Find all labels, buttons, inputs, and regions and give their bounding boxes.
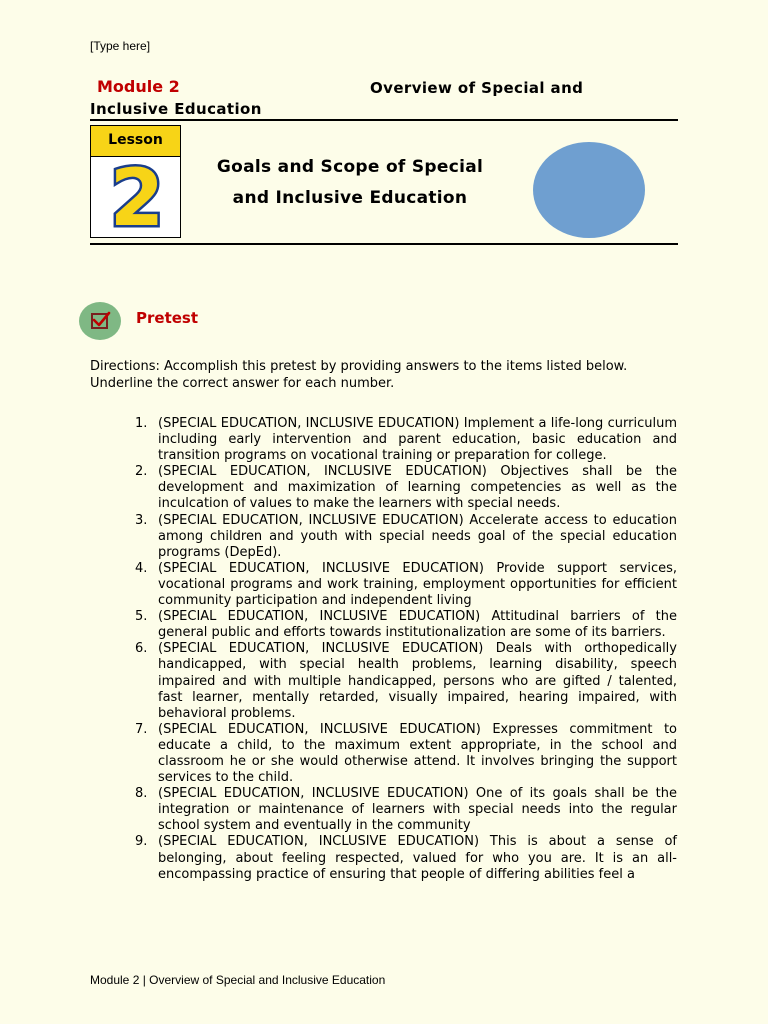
lesson-title: [190, 152, 510, 214]
lesson-number-graphic: [101, 159, 173, 233]
item-text: (SPECIAL EDUCATION, INCLUSIVE EDUCATION) Objectives shall be the development and maximization of learning competencies as well as the inculcation of values to make the learners with special needs.: [158, 464, 677, 512]
item-number: 5.: [135, 609, 148, 625]
pretest-items: [135, 416, 677, 883]
item-number: 4.: [135, 560, 148, 576]
pretest-item: [135, 786, 677, 834]
lesson-tab-label: Lesson: [91, 126, 180, 157]
lesson-title-line2: and Inclusive Education: [232, 188, 468, 208]
pretest-item: [135, 416, 677, 464]
item-number: 1.: [135, 416, 148, 431]
directions-line1: Directions: Accomplish this pretest by providing answers to the items listed below.: [90, 359, 628, 374]
item-text: (SPECIAL EDUCATION, INCLUSIVE EDUCATION) Attitudinal barriers of the general public and efforts towards institutionalization are some of its barriers.: [158, 609, 677, 641]
module-title-line1: Overview of Special and: [370, 79, 584, 97]
pretest-heading: Pretest: [136, 309, 199, 327]
pretest-item: [135, 834, 677, 882]
page-footer: Module 2 | Overview of Special and Inclusive Education: [90, 973, 386, 987]
lesson-number: 2: [109, 159, 165, 233]
directions-text: [90, 359, 680, 392]
lesson-title-line1: Goals and Scope of Special: [216, 157, 484, 177]
item-number: 3.: [135, 512, 148, 528]
checkbox-icon: [79, 302, 121, 340]
lesson-badge: [90, 125, 181, 238]
pretest-item: [135, 609, 677, 641]
item-text: (SPECIAL EDUCATION, INCLUSIVE EDUCATION) Expresses commitment to educate a child, to the maximum extent appropriate, in the school and classroom he or she would otherwise attend. It involves bringing the support services to the child.: [158, 721, 677, 786]
item-text: (SPECIAL EDUCATION, INCLUSIVE EDUCATION) Accelerate access to education among children and youth with special needs goal of the special education programs (DepEd).: [158, 512, 677, 560]
header-placeholder: [Type here]: [90, 39, 151, 53]
top-divider: [90, 119, 678, 121]
item-number: 6.: [135, 641, 148, 657]
item-number: 9.: [135, 834, 148, 850]
item-text: (SPECIAL EDUCATION, INCLUSIVE EDUCATION) Deals with orthopedically handicapped, with special health problems, learning disability, speech impaired and with multiple handicapped, persons who are gifted / talented, fast learner, mentally retarded, visually impaired, hearing impaired, with behavioral problems.: [158, 641, 677, 721]
pretest-item: [135, 464, 677, 512]
directions-line2: Underline the correct answer for each number.: [90, 375, 395, 391]
item-number: 2.: [135, 464, 148, 480]
module-label: Module 2: [97, 77, 180, 96]
item-text: (SPECIAL EDUCATION, INCLUSIVE EDUCATION) One of its goals shall be the integration or maintenance of learners with special needs into the regular school system and eventually in the community: [158, 786, 677, 834]
pretest-item: [135, 722, 677, 786]
item-text: (SPECIAL EDUCATION, INCLUSIVE EDUCATION) Implement a life-long curriculum including early intervention and parent education, basic education and transition programs on vocational training or preparation for college.: [158, 416, 677, 464]
decorative-circle: [533, 142, 645, 238]
pretest-item: [135, 513, 677, 561]
bottom-divider: [90, 243, 678, 245]
item-text: (SPECIAL EDUCATION, INCLUSIVE EDUCATION) Provide support services, vocational programs and work training, employment opportunities for efficient community participation and independent living: [158, 560, 677, 609]
pretest-item: [135, 561, 677, 609]
module-heading: [90, 77, 678, 121]
item-number: 8.: [135, 786, 148, 802]
item-number: 7.: [135, 721, 148, 737]
item-text: (SPECIAL EDUCATION, INCLUSIVE EDUCATION) This is about a sense of belonging, about feeling respected, valued for who you are. It is an all-encompassing practice of ensuring that people of differing abilities feel a: [158, 834, 677, 882]
module-title-line2: Inclusive Education: [90, 100, 262, 118]
pretest-item: [135, 641, 677, 721]
